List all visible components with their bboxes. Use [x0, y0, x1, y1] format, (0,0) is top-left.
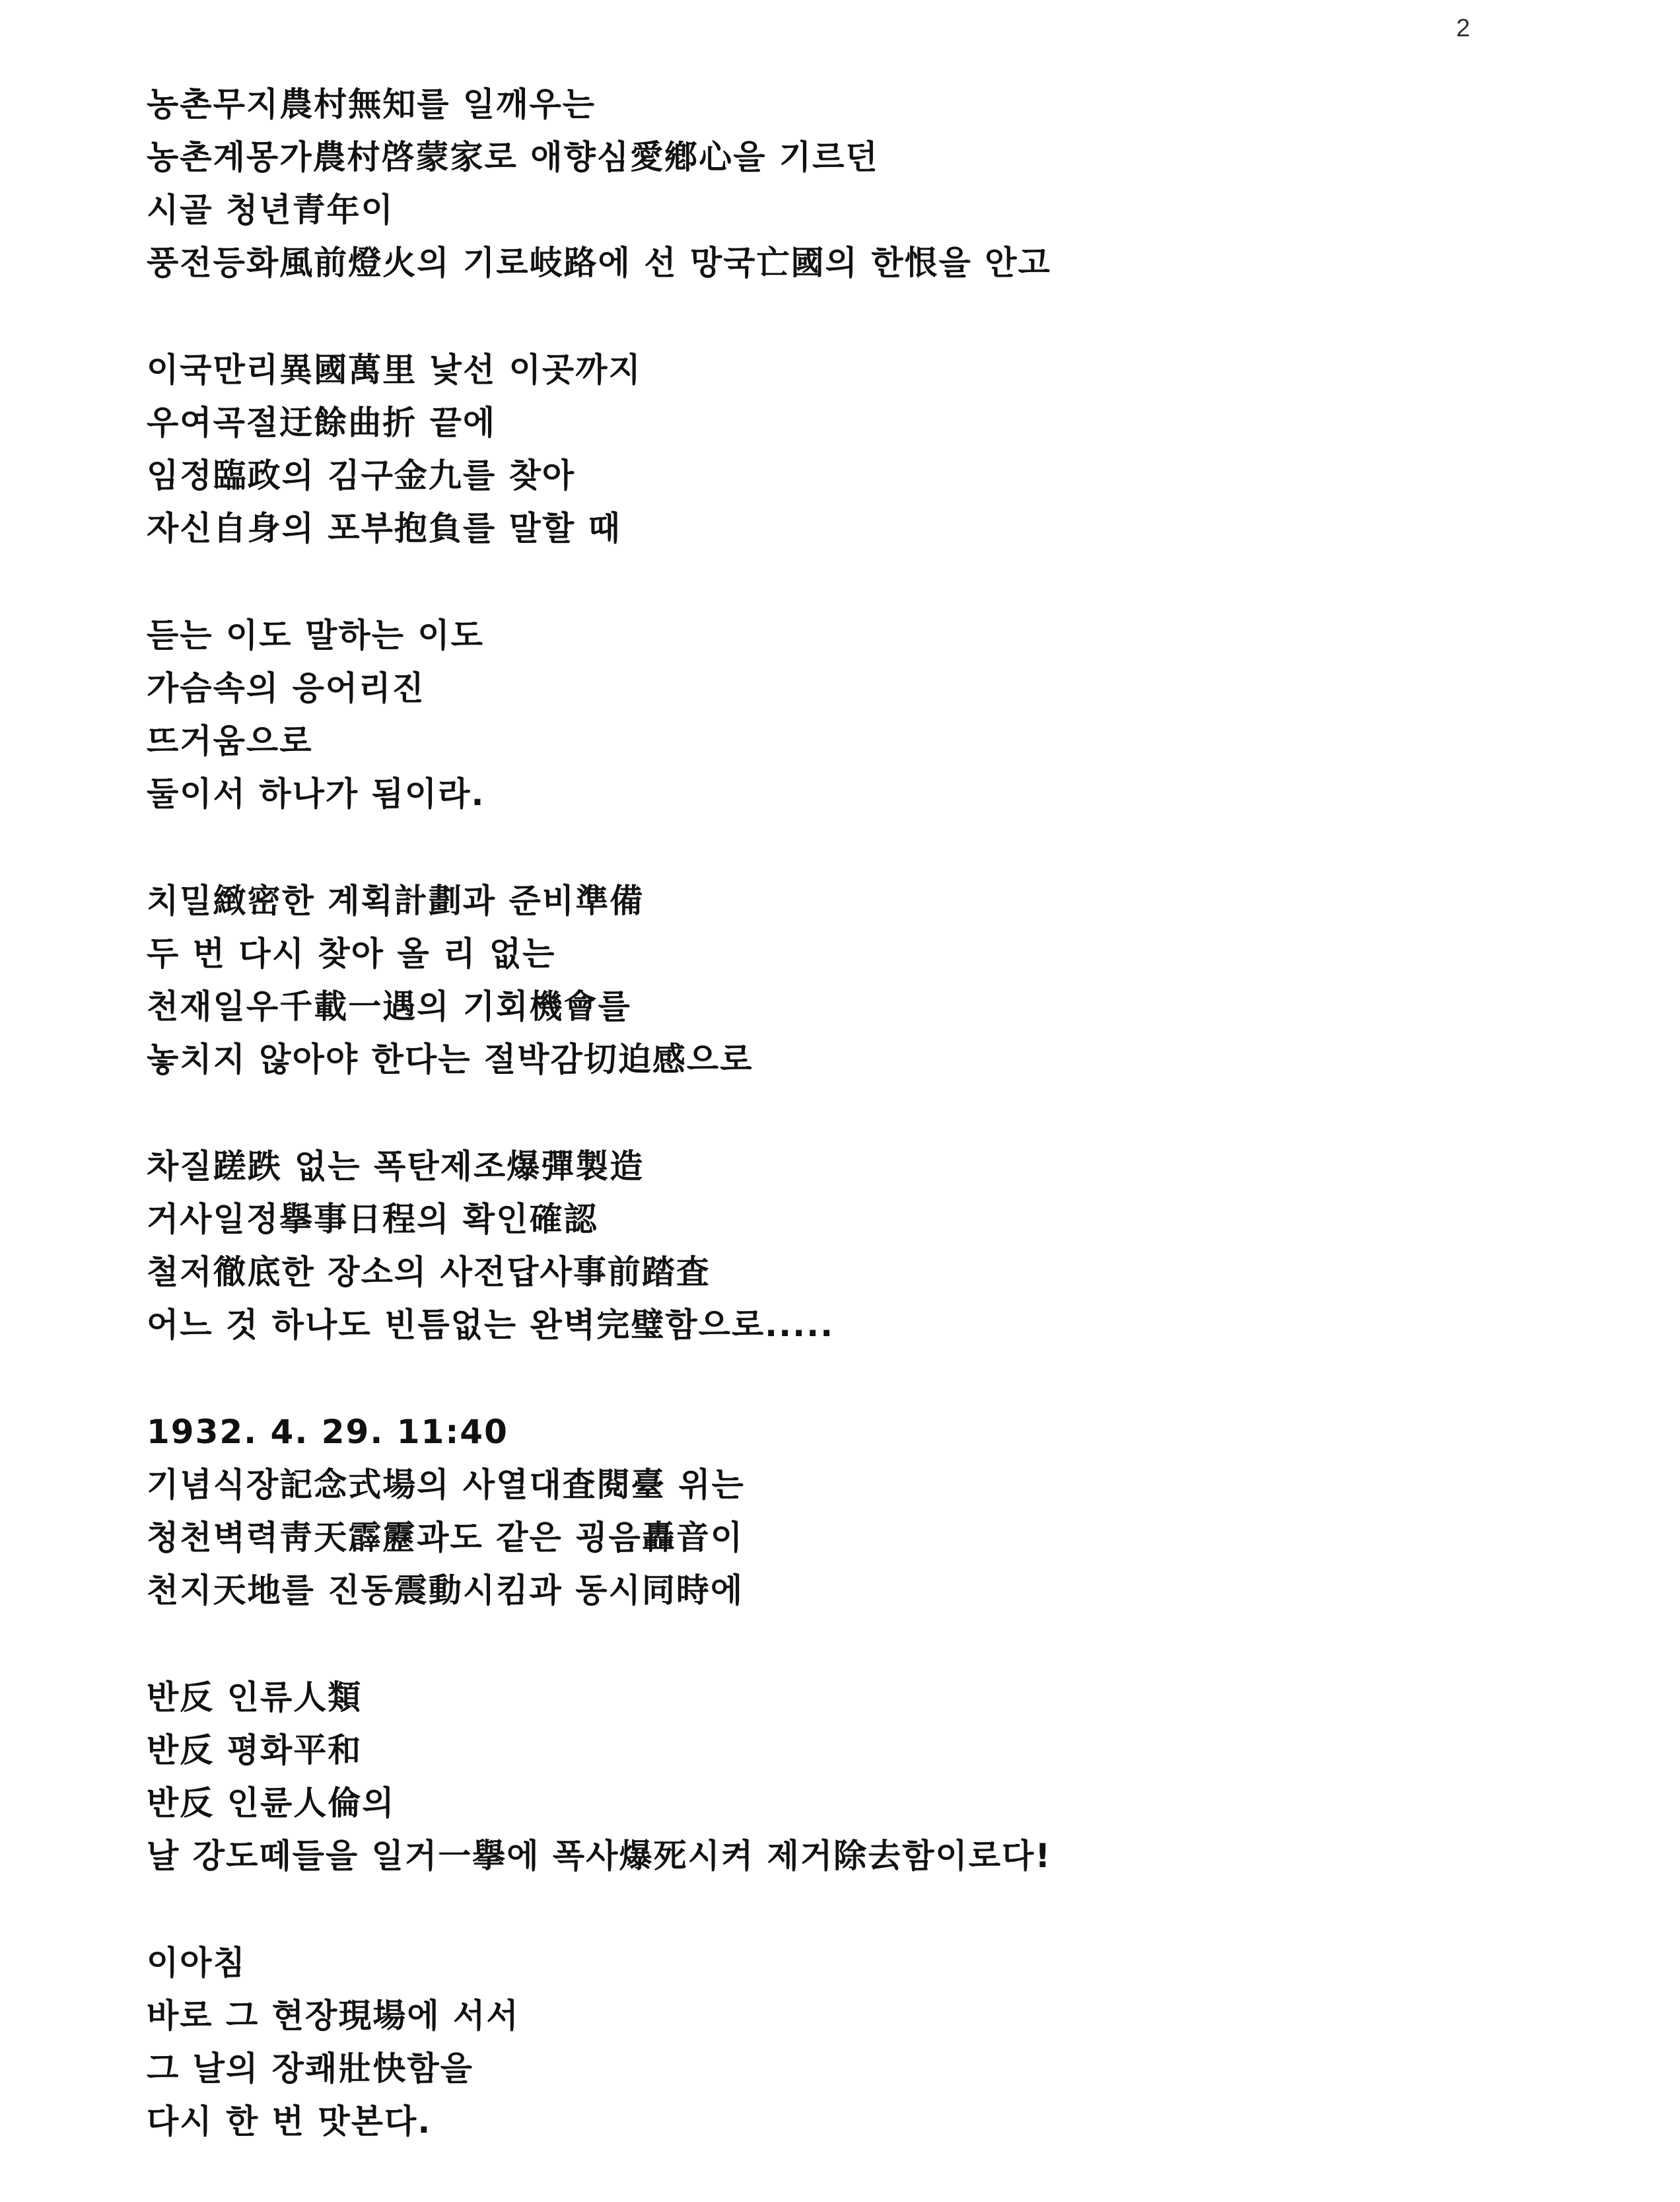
poem-line: 시골 청년青年이 — [147, 191, 394, 229]
poem-line: 듣는 이도 말하는 이도 — [147, 616, 484, 655]
poem-line: 가슴속의 응어리진 — [147, 669, 425, 707]
poem-line: 농촌무지農村無知를 일깨우는 — [147, 85, 596, 124]
stanza-2 — [147, 343, 1566, 555]
poem-line: 날 강도떼들을 일거一擧에 폭사爆死시켜 제거除去함이로다! — [147, 1837, 1052, 1875]
poem-line: 반反 평화平和 — [147, 1731, 363, 1769]
poem-line: 임정臨政의 김구金九를 찾아 — [147, 456, 576, 495]
stanza-6 — [147, 1405, 1566, 1617]
poem-line: 두 번 다시 찾아 올 리 없는 — [147, 935, 556, 973]
poem-line: 거사일정擧事日程의 확인確認 — [147, 1200, 598, 1238]
stanza-1 — [147, 78, 1566, 289]
poem-line: 우여곡절迂餘曲折 끝에 — [147, 404, 497, 442]
poem-line: 이아침 — [147, 1944, 246, 1982]
poem-line: 천지天地를 진동震動시킴과 동시同時에 — [147, 1571, 744, 1610]
poem-line: 놓치지 않아야 한다는 절박감切迫感으로 — [147, 1040, 753, 1079]
poem-line: 기념식장記念式場의 사열대査閱臺 위는 — [147, 1466, 745, 1504]
stanza-4 — [147, 874, 1566, 1086]
stanza-5 — [147, 1140, 1566, 1351]
poem-line: 반反 인류人類 — [147, 1678, 363, 1717]
poem-line: 이국만리異國萬里 낯선 이곳까지 — [147, 351, 642, 389]
poem-line: 천재일우千載一遇의 기회機會를 — [147, 987, 631, 1026]
stanza-3 — [147, 609, 1566, 820]
poem-line: 풍전등화風前燈火의 기로岐路에 선 망국亡國의 한恨을 안고 — [147, 244, 1051, 282]
stanza-8 — [147, 1936, 1566, 2148]
page-number: 2 — [1456, 15, 1471, 42]
poem-line: 둘이서 하나가 됨이라. — [147, 775, 485, 813]
poem-line: 차질蹉跌 없는 폭탄제조爆彈製造 — [147, 1147, 645, 1186]
poem-line: 어느 것 하나도 빈틈없는 완벽完璧함으로..... — [147, 1306, 835, 1344]
poem-body — [147, 78, 1566, 2202]
poem-line: 철저徹底한 장소의 사전답사事前踏査 — [147, 1253, 711, 1291]
poem-line: 그 날의 장쾌壯快함을 — [147, 2049, 473, 2088]
poem-line: 농촌계몽가農村啓蒙家로 애향심愛鄕心을 기르던 — [147, 138, 879, 176]
poem-line: 치밀緻密한 계획計劃과 준비準備 — [147, 882, 645, 920]
poem-line: 바로 그 현장現場에 서서 — [147, 1997, 520, 2035]
poem-line-date: 1932. 4. 29. 11:40 — [147, 1413, 508, 1451]
poem-line: 뜨거움으로 — [147, 722, 313, 760]
poem-line: 청천벽력靑天霹靂과도 같은 굉음轟音이 — [147, 1518, 744, 1557]
poem-line: 자신自身의 포부抱負를 말할 때 — [147, 509, 621, 548]
poem-line: 다시 한 번 맛본다. — [147, 2102, 432, 2141]
poem-line: 반反 인륜人倫의 — [147, 1784, 396, 1822]
stanza-7 — [147, 1671, 1566, 1882]
